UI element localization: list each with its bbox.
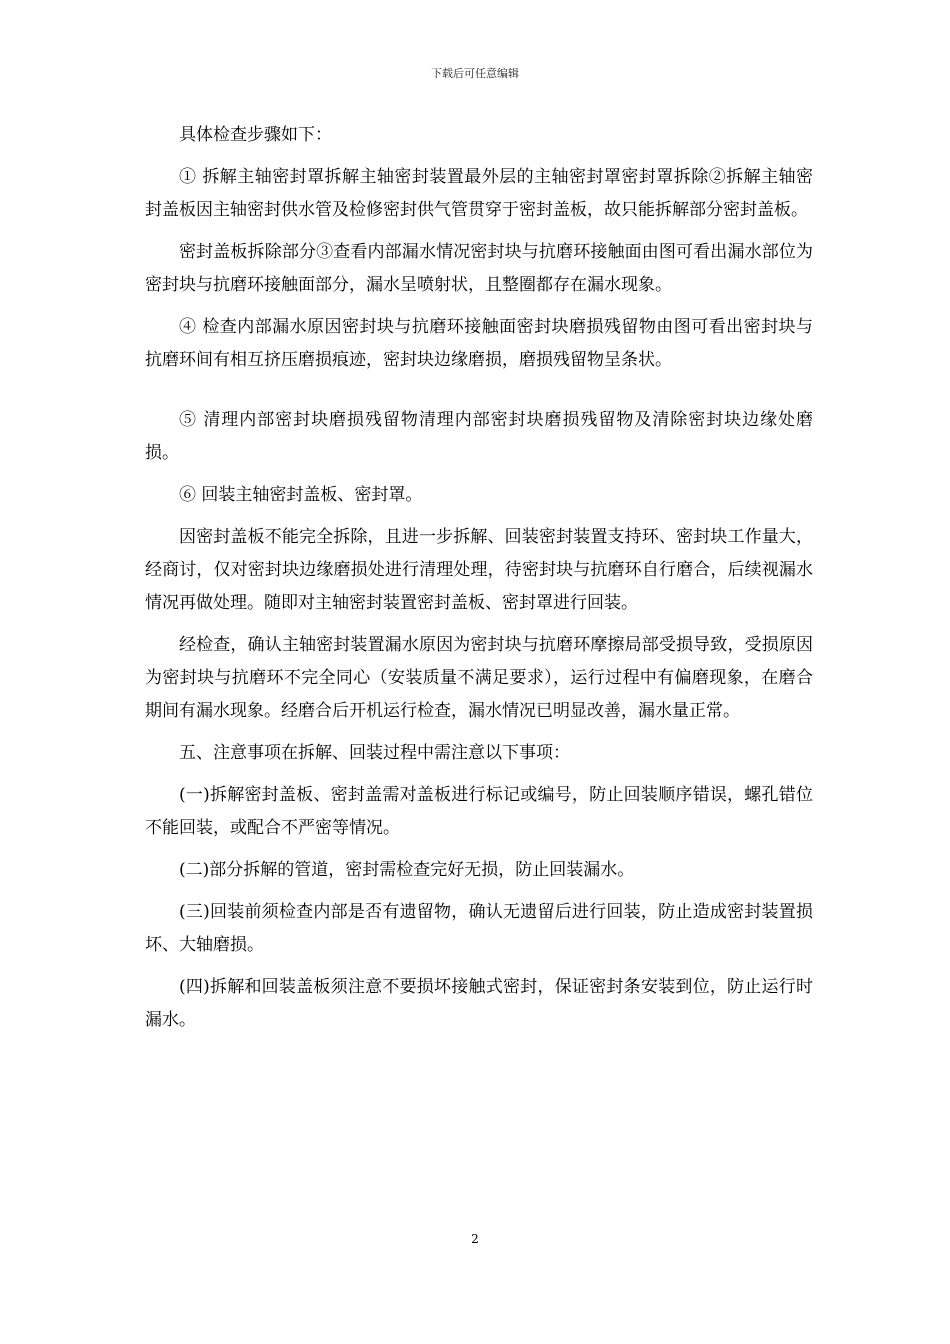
note-item-1: (一)拆解密封盖板、密封盖需对盖板进行标记或编号，防止回装顺序错误，螺孔错位不能回装，或配合不严密等情况。: [145, 785, 813, 838]
note-item-2: (二)部分拆解的管道，密封需检查完好无损，防止回装漏水。: [179, 860, 635, 880]
page-number: 2: [471, 1232, 479, 1246]
paragraph-intro: 具体检查步骤如下：: [179, 125, 332, 145]
paragraph-step-6: ⑥ 回装主轴密封盖板、密封罩。: [179, 485, 423, 505]
paragraph-step-1-2: ① 拆解主轴密封罩拆解主轴密封装置最外层的主轴密封罩密封罩拆除②拆解主轴密封盖板因主轴密封供水管及检修密封供气管贯穿于密封盖板，故只能拆解部分密封盖板。: [145, 167, 813, 220]
note-item-4: (四)拆解和回装盖板须注意不要损坏接触式密封，保证密封条安装到位，防止运行时漏水。: [145, 977, 813, 1030]
paragraph-step-4: ④ 检查内部漏水原因密封块与抗磨环接触面密封块磨损残留物由图可看出密封块与抗磨环间有相互挤压磨损痕迹，密封块边缘磨损，磨损残留物呈条状。: [145, 317, 813, 370]
paragraph-handling: 因密封盖板不能完全拆除，且进一步拆解、回装密封装置支持环、密封块工作量大，经商讨，仅对密封块边缘磨损处进行清理处理，待密封块与抗磨环自行磨合，后续视漏水情况再做处理。随即对主轴密封装置密封盖板、密封罩进行回装。: [145, 527, 813, 613]
note-item-3: (三)回装前须检查内部是否有遗留物，确认无遗留后进行回装，防止造成密封装置损坏、大轴磨损。: [145, 902, 813, 955]
paragraph-step-5: ⑤ 清理内部密封块磨损残留物清理内部密封块磨损残留物及清除密封块边缘处磨损。: [145, 410, 813, 463]
section-heading-notes: 五、注意事项在拆解、回装过程中需注意以下事项：: [179, 743, 570, 763]
page-header: 下载后可任意编辑: [431, 67, 519, 80]
paragraph-conclusion: 经检查，确认主轴密封装置漏水原因为密封块与抗磨环摩擦局部受损导致，受损原因为密封块与抗磨环不完全同心（安装质量不满足要求），运行过程中有偏磨现象，在磨合期间有漏水现象。经磨合后开机运行检查，漏水情况已明显改善，漏水量正常。: [145, 635, 813, 721]
document-body: [145, 119, 813, 1046]
paragraph-step-3: 密封盖板拆除部分③查看内部漏水情况密封块与抗磨环接触面由图可看出漏水部位为密封块与抗磨环接触面部分，漏水呈喷射状，且整圈都存在漏水现象。: [145, 242, 813, 295]
